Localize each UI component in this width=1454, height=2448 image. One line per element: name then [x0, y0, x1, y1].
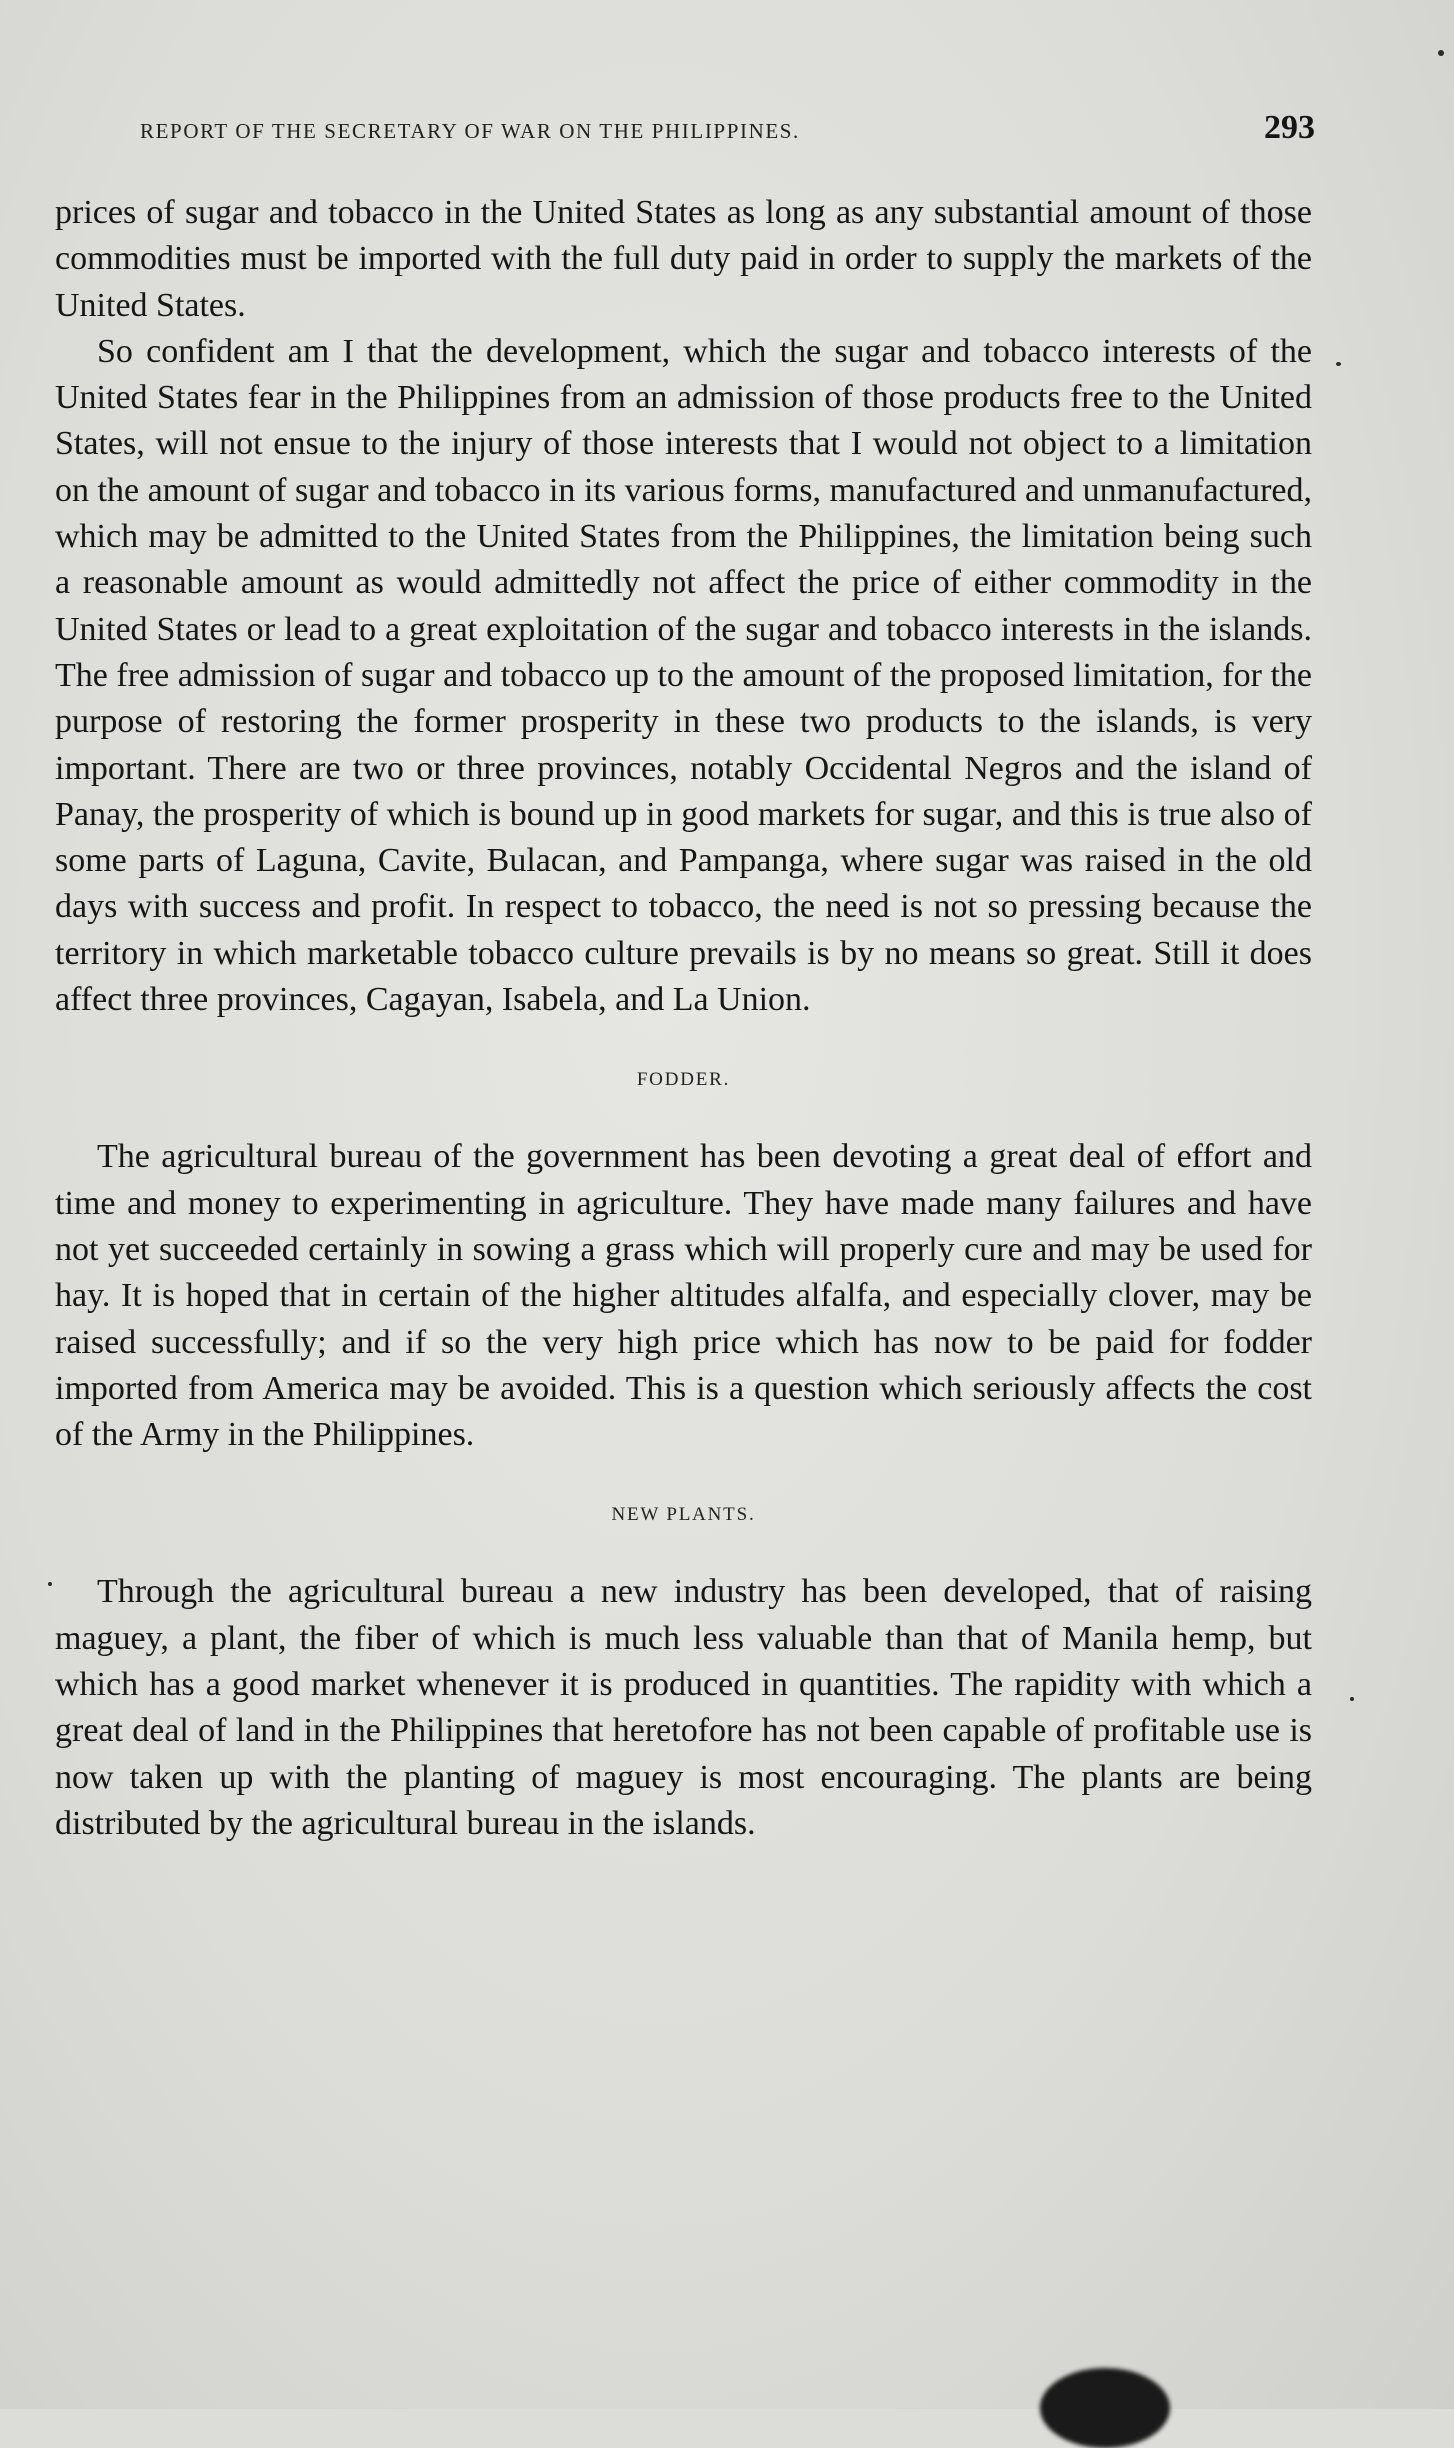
section-heading-fodder: FODDER.: [636, 1069, 731, 1091]
ink-speck: [1350, 1697, 1354, 1701]
section-heading-new-plants: NEW PLANTS.: [611, 1504, 756, 1526]
ink-speck: [48, 1582, 52, 1586]
scan-artifact: [1040, 2368, 1170, 2448]
ink-speck: [1336, 362, 1341, 366]
paragraph-fodder: The agricultural bureau of the government has been devoting a great deal of effort and time and money to experimenting in agriculture. They have made many failures and have not yet succeeded certainly in sowing a grass which will properly cure and may be used for hay. It is hoped that in certain of the higher altitudes alfalfa, and especially clover, may be raised successfully; and if so the very high price which has now to be paid for fodder imported from America may be avoided. This is a question which seriously affects the cost of the Army in the Philippines.: [55, 1138, 1312, 1454]
running-title: REPORT OF THE SECRETARY OF WAR ON THE PHILIPPINES.: [140, 119, 800, 143]
body-text: [55, 190, 1312, 1847]
page-number: 293: [1264, 109, 1315, 146]
paragraph-new-plants: Through the agricultural bureau a new industry has been developed, that of raising maguey, a plant, the fiber of which is much less valuable than that of Manila hemp, but which has a good market whenever it is produced in quantities. The rapidity with which a great deal of land in the Philippines that heretofore has not been capable of profitable use is now taken up with the planting of maguey is most encouraging. The plants are being distributed by the agricultural bureau in the islands.: [55, 1573, 1312, 1842]
paragraph-continued: prices of sugar and tobacco in the United States as long as any substantial amount of those commodities must be imported with the full duty paid in order to supply the markets of the United States.: [55, 194, 1312, 324]
running-head: [140, 105, 1315, 155]
ink-speck: [1438, 50, 1444, 56]
paragraph-sugar-tobacco: So confident am I that the development, which the sugar and tobacco interests of the United States fear in the Philippines from an admission of those products free to the United States, will not ensue to the injury of those interests that I would not object to a limitation on the amount of sugar and tobacco in its various forms, manufactured and unmanufactured, which may be admitted to the United States from the Philippines, the limitation being such a reasonable amount as would admittedly not affect the price of either commodity in the United States or lead to a great exploitation of the sugar and tobacco interests in the islands. The free admission of sugar and tobacco up to the amount of the proposed limitation, for the purpose of restoring the former prosperity in these two products to the islands, is very important. There are two or three provinces, notably Occidental Negros and the island of Panay, the prosperity of which is bound up in good markets for sugar, and this is true also of some parts of Laguna, Cavite, Bulacan, and Pampanga, where sugar was raised in the old days with success and profit. In respect to tobacco, the need is not so pressing because the territory in which marketable tobacco culture prevails is by no means so great. Still it does affect three provinces, Cagayan, Isabela, and La Union.: [55, 332, 1312, 1019]
